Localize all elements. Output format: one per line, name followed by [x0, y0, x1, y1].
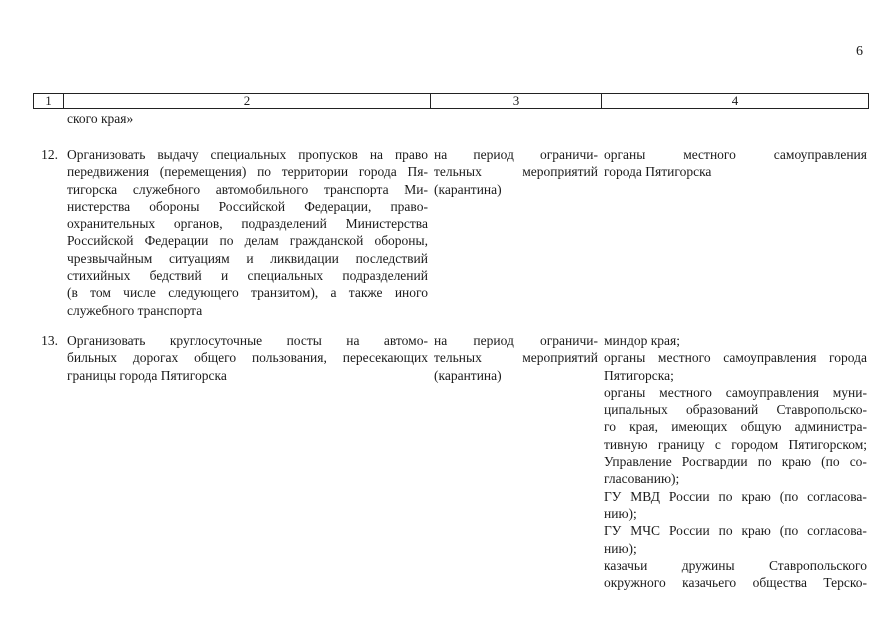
row-12-line: охранительных органов, подразделений Министерства [67, 216, 428, 232]
row-12-line: Российской Федерации по делам гражданской обороны, [67, 233, 428, 249]
row-13-responsible: миндор края; органы местного самоуправления города Пятигорска; органы местного самоуправления муни- ципальных образований Ставропольско- го края, имеющих общую администра- тивную границу с городом Пятигорском; Управление Росгвардии по краю (по со- гласованию); ГУ МВД России по краю (по согласова- нию); ГУ МЧС России по краю (по согласова- нию); казачьи дружины Ставропольского окружного казачьего общества Терско- [604, 333, 867, 591]
header-col-1: 1 [34, 94, 64, 108]
row-12-line: нистерства обороны Российской Федерации, право- [67, 198, 428, 214]
row-13-line: Организовать круглосуточные посты на автомо- [67, 333, 428, 348]
row-12-period: на период ограничи- тельных мероприятий (карантина) [434, 147, 598, 197]
row-number: 12. [41, 147, 58, 162]
row-13-line: бильных дорогах общего пользования, пересекающих [67, 350, 428, 366]
row-12-line: чрезвычайным ситуациям и ликвидации последствий [67, 250, 428, 266]
table-header [33, 93, 869, 109]
row-number: 13. [41, 333, 58, 348]
header-col-2: 2 [64, 94, 431, 108]
row-13-period: на период ограничи- тельных мероприятий (карантина) [434, 333, 598, 383]
row-12-line: стихийных бедствий и специальных подразделений [67, 268, 428, 284]
row-12-line: служебного транспорта [67, 302, 203, 318]
row-12-line: тигорска служебного автомобильного транспорта Ми- [67, 181, 428, 197]
row-13-description [67, 332, 428, 384]
header-col-3: 3 [431, 94, 602, 108]
page-number: 6 [856, 44, 863, 59]
row-12-line: (в том числе следующего транзитом), а также иного [67, 285, 428, 301]
row-13-line: границы города Пятигорска [67, 367, 227, 383]
continuation-text: ского края» [67, 111, 134, 126]
row-12-description [67, 146, 428, 319]
row-12-line: Организовать выдачу специальных пропусков на право [67, 147, 428, 162]
row-12-line: передвижения (перемещения) по территории города Пя- [67, 164, 428, 180]
row-12-responsible: органы местного самоуправления города Пятигорска [604, 147, 867, 180]
header-col-4: 4 [731, 93, 739, 108]
